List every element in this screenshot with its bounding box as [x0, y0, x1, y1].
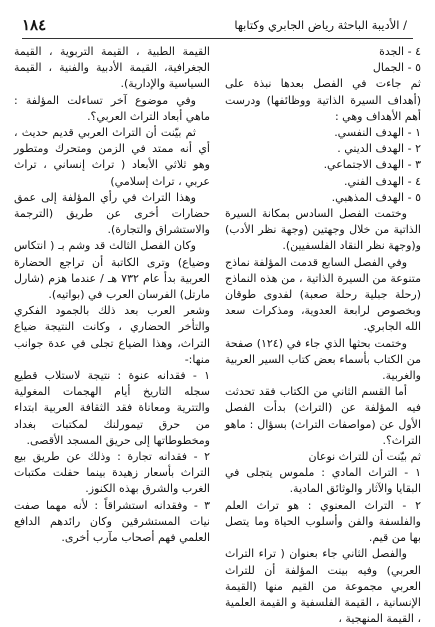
paragraph: وختمت بحثها الذي جاء في (١٢٤) صفحة من الكتاب بأسماء بعض كتاب السير العربية والغربية.: [225, 336, 421, 383]
page-number: ١٨٤: [22, 16, 47, 34]
paragraph: ثم بيّنت أن للتراث نوعان: [308, 450, 421, 464]
paragraph: ١ - الهدف النفسي.: [334, 126, 421, 140]
running-title: / الأديبة الباحثة رياض الجابري وكتابها: [234, 18, 407, 32]
paragraph: وفي موضوع آخر تساءلت المؤلفة : ماهي أبعاد التراث العربي؟.: [14, 93, 210, 123]
text-columns: [14, 44, 421, 626]
paragraph: ٢ - التراث المعنوي : هو تراث العلم والفلسفة والفن وأسلوب الحياة وما يتصل بها من قيم.: [225, 498, 421, 545]
paragraph: ٤ - الجدة: [379, 45, 421, 58]
paragraph: ١ - التراث المادي : ملموس يتجلى في البقايا والآثار والوثائق المادية.: [225, 466, 421, 496]
paragraph: ٣ - وفقدانه استشراقاً : لأنه مهما صفت نيات المستشرقين وكان رائدهم الدافع العلمي فهم أصحاب مآرب أخرى.: [14, 498, 210, 545]
paragraph: ٥ - الهدف المذهبي.: [331, 190, 421, 204]
right-column: [225, 44, 421, 626]
paragraph: وهذا التراث في رأي المؤلفة إلى عمق حضارات أخرى عن طريق (الترجمة والاستشراق والتجارة).: [14, 190, 210, 237]
paragraph: ثم بيّنت أن التراث العربي قديم حديث ، أي أنه ممتد في الزمن ومتحرك ومتطور وهو ثلاثي الأبعاد ( تراث إنساني ، تراث عربي ، تراث إسلامي): [14, 126, 210, 188]
paragraph: القيمة الطبية ، القيمة التربوية ، القيمة الجغرافية، القيمة الأدبية والفنية ، القيمة السياسية والإدارية).: [14, 45, 210, 91]
paragraph: أما القسم الثاني من الكتاب فقد تحدثت فيه المؤلفة عن (التراث) بدأت الفصل الأول عن (مواصفات التراث) بسؤال : ماهو التراث؟.: [225, 385, 421, 447]
header-divider: [22, 38, 413, 39]
paragraph: وكان الفصل الثالث قد وشم بـ ( انتكاس وضياع) وترى الكاتبة أن تراجع الحضارة العربية بدأ عام ٧٣٢ هـ / عندما هزم (شارل مارتل) الفرسان العرب في (بواتيه).: [14, 239, 210, 302]
paragraph: ٢ - فقدانه تجارة : وذلك عن طريق بيع التراث بأسعار زهيدة بينما حفلت مكتبات الغرب والشرق بهذه الكنوز.: [14, 450, 210, 496]
paragraph: ثم جاءت في الفصل بعدها نبذة على (أهداف السيرة الذاتية ووظائفها) ودرست أهم الأهداف وهي :: [225, 77, 421, 123]
paragraph: وختمت الفصل السادس بمكانة السيرة الذاتية من خلال وجهتين (وجهة نظر الأدب) و(وجهة نظر النقاد الفلسفيين).: [225, 207, 421, 253]
left-column: [14, 44, 210, 592]
page-header: [22, 14, 413, 36]
paragraph: وفي الفصل السابع قدمت المؤلفة نماذج متنوعة من السيرة الذاتية ، من هذه النماذج (رحلة جبلية رحلة صعبة) لفدوى طوقان وبخصوص لرابعة العدوية، ومذكرات سعد الله الجابري.: [225, 255, 421, 334]
paragraph: والفصل الثاني جاء بعنوان ( تراء التراث العربي) وفيه بينت المؤلفة أن للتراث العربي مجموعة من القيم منها (القيمة الإنسانية ، القيمة الفلسفية و القيمة العلمية ، القيمة المنهجية ،: [225, 547, 421, 626]
paragraph: ١ - فقدانه عنوة : نتيجة لاستلاب قطيع سجله التاريخ أيام الهجمات المغولية والتترية ومعاناة فقد الثقافة العربية ابتداء من حرق تيمورلنك لمكتبات بغداد ومخطوطاتها إلى حريق المسجد الأقصى.: [14, 369, 210, 447]
paragraph: وشعر العرب بعد ذلك بالجمود الفكري والتأخر الحضاري ، وكانت النتيجة ضياع التراث، وهذا الضياع تجلى في عدة جوانب منها:-: [14, 304, 210, 366]
paragraph: ٥ - الجمال: [372, 61, 421, 75]
paragraph: ٢ - الهدف الديني .: [337, 142, 421, 156]
paragraph: ٣ - الهدف الاجتماعي.: [323, 158, 421, 172]
paragraph: ٤ - الهدف الفني.: [344, 174, 421, 188]
